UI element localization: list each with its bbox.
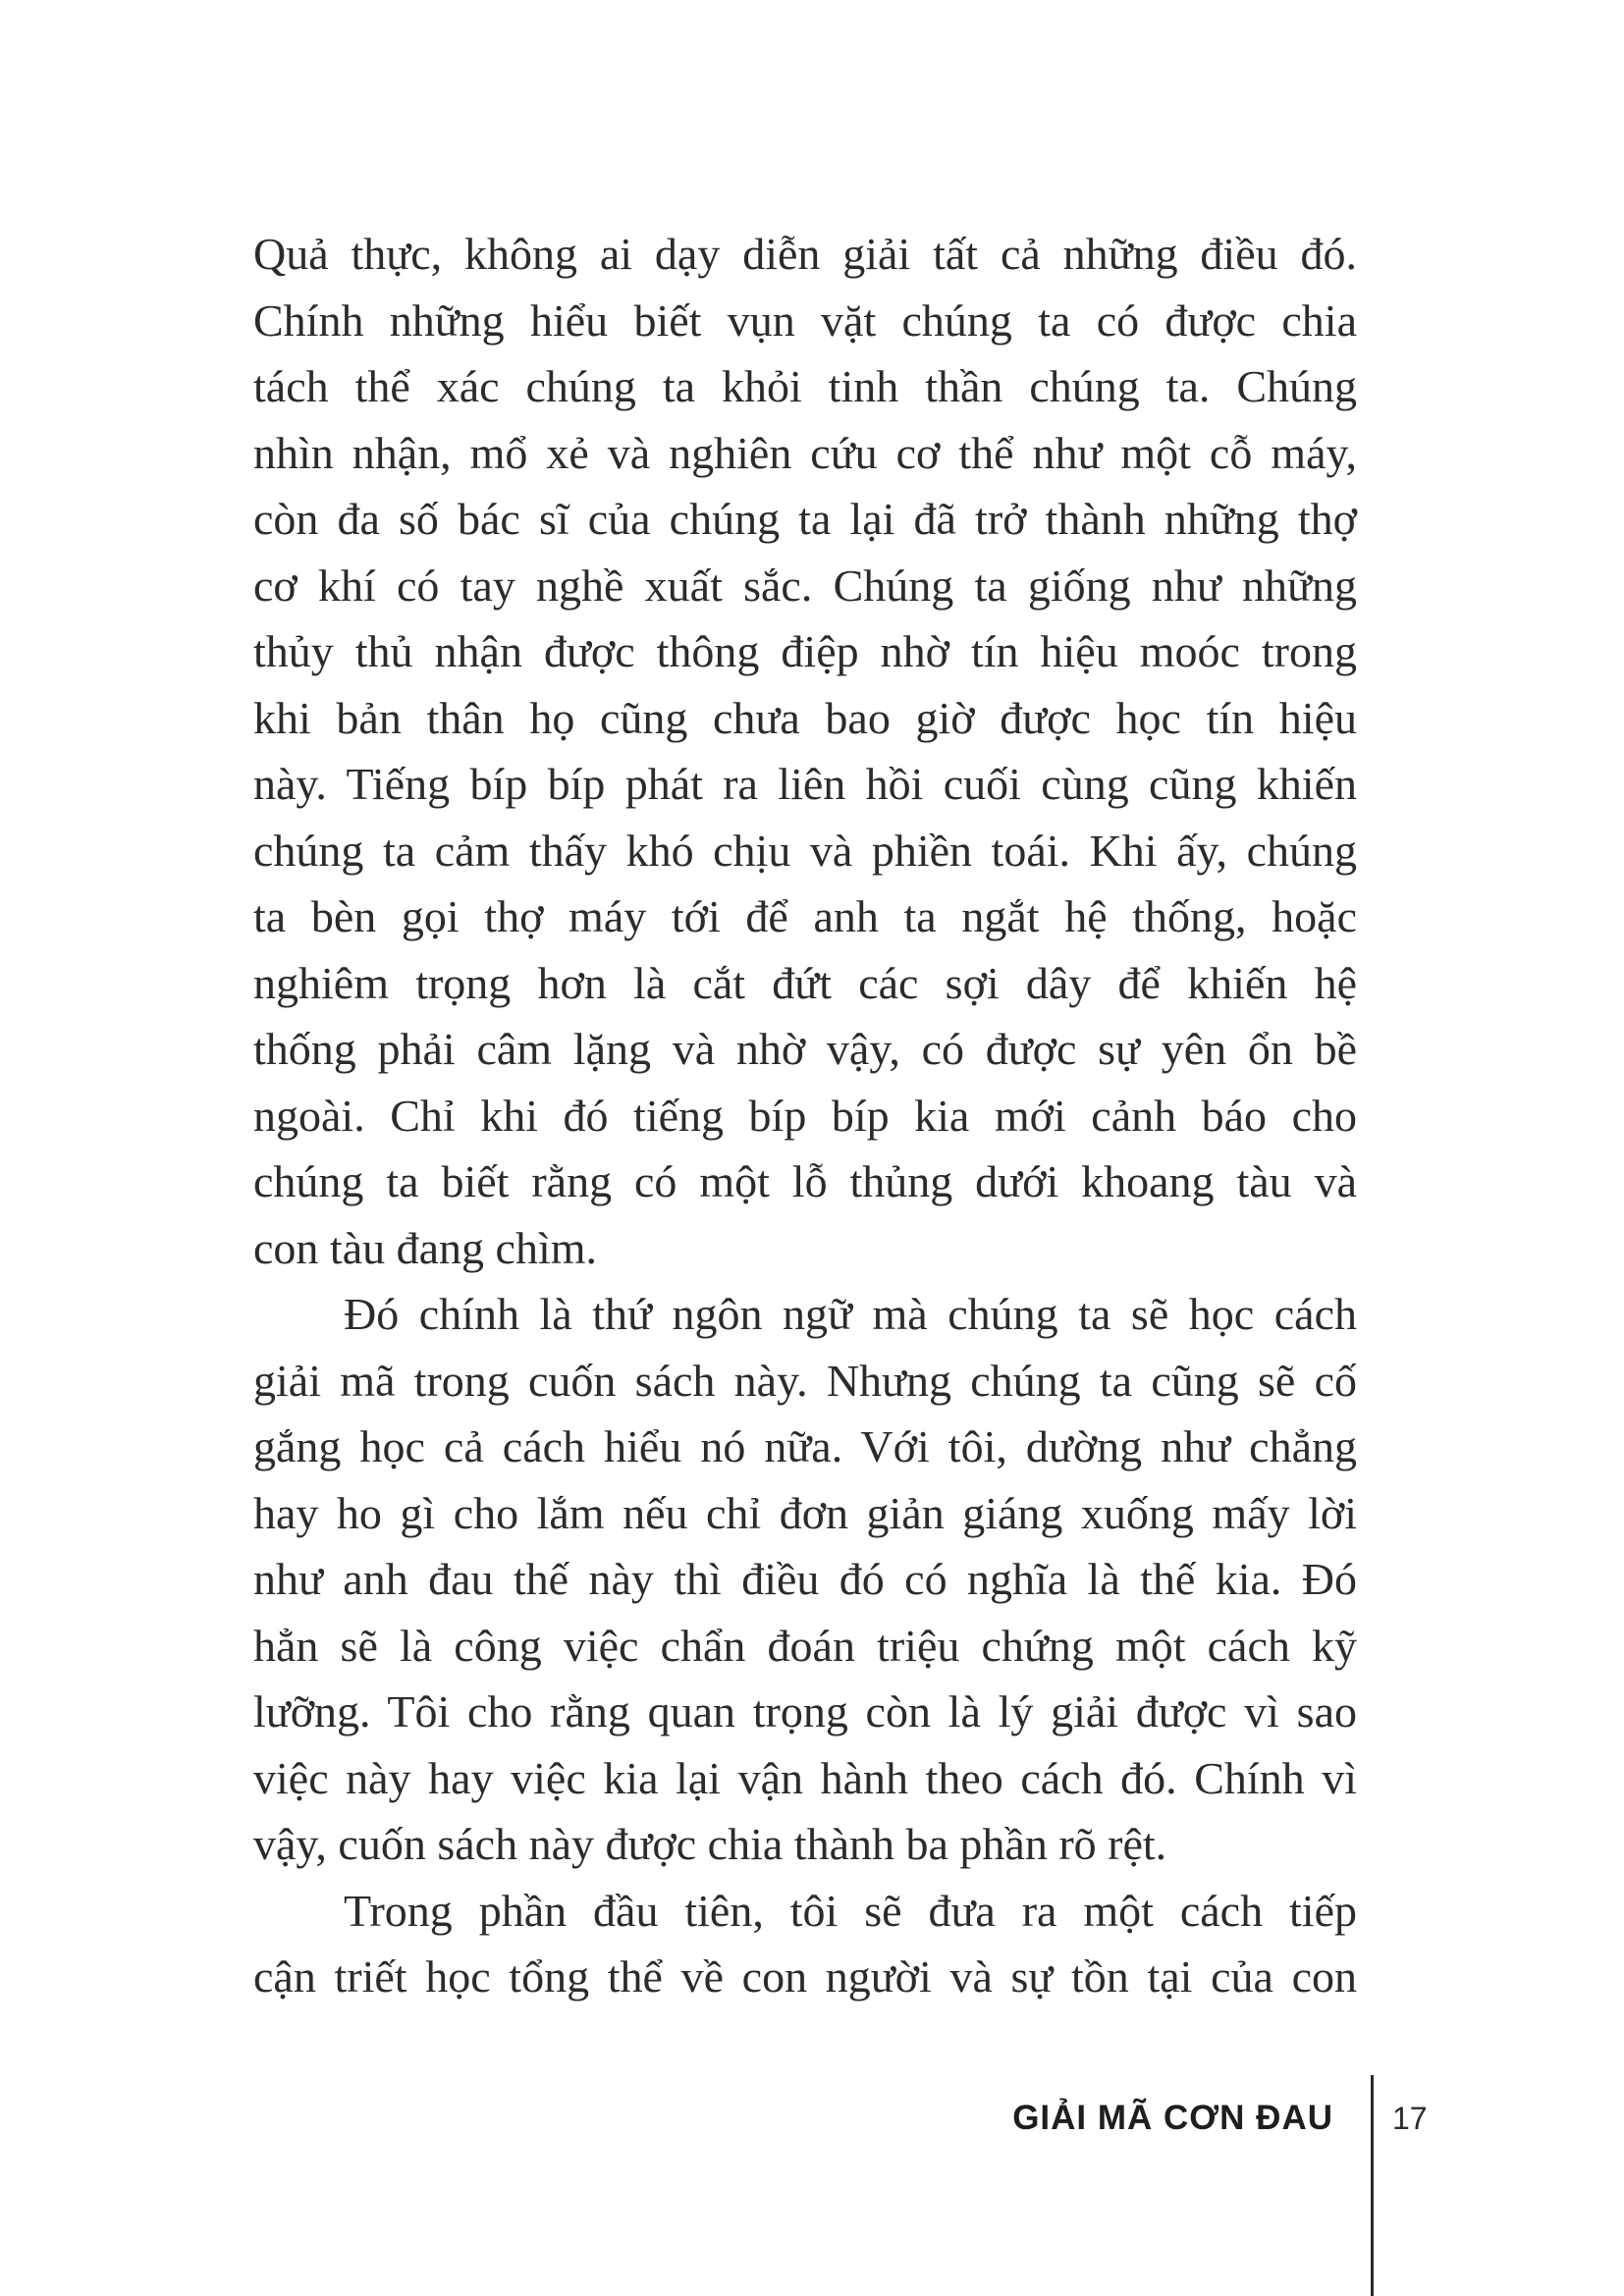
- paragraph-2: [253, 1281, 1357, 1878]
- text-line: Quả thực, không ai dạy diễn giải tất cả những điều đó.: [253, 229, 1357, 279]
- text-line: khi bản thân họ cũng chưa bao giờ được học tín hiệu: [253, 692, 1357, 743]
- text-line: ngoài. Chỉ khi đó tiếng bíp bíp kia mới cảnh báo cho: [253, 1090, 1357, 1141]
- footer-divider: [1371, 2075, 1374, 2296]
- page-body: [253, 221, 1357, 2010]
- page-number: 17: [1392, 2101, 1428, 2136]
- text-line: con tàu đang chìm.: [253, 1222, 598, 1273]
- text-line: còn đa số bác sĩ của chúng ta lại đã trở thành những thợ: [253, 494, 1357, 544]
- text-line: Đó chính là thứ ngôn ngữ mà chúng ta sẽ học cách: [344, 1289, 1357, 1339]
- text-line: cận triết học tổng thể về con người và sự tồn tại của con: [253, 1951, 1357, 2002]
- running-footer-title: GIẢI MÃ CƠN ĐAU: [1012, 2099, 1333, 2137]
- text-line: thủy thủ nhận được thông điệp nhờ tín hiệu moóc trong: [253, 626, 1357, 676]
- text-line: lưỡng. Tôi cho rằng quan trọng còn là lý giải được vì sao: [253, 1686, 1357, 1736]
- text-line: chúng ta biết rằng có một lỗ thủng dưới khoang tàu và: [253, 1156, 1357, 1206]
- text-line: nhìn nhận, mổ xẻ và nghiên cứu cơ thể như một cỗ máy,: [253, 427, 1357, 478]
- text-line: Trong phần đầu tiên, tôi sẽ đưa ra một cách tiếp: [344, 1885, 1357, 1936]
- text-line: việc này hay việc kia lại vận hành theo cách đó. Chính vì: [253, 1752, 1357, 1803]
- text-line: vậy, cuốn sách này được chia thành ba phần rõ rệt.: [253, 1819, 1167, 1869]
- text-line: này. Tiếng bíp bíp phát ra liên hồi cuối cùng cũng khiến: [253, 759, 1357, 809]
- text-line: cơ khí có tay nghề xuất sắc. Chúng ta giống như những: [253, 560, 1357, 611]
- text-line: tách thể xác chúng ta khỏi tinh thần chúng ta. Chúng: [253, 361, 1357, 411]
- text-line: như anh đau thế này thì điều đó có nghĩa là thế kia. Đó: [253, 1554, 1357, 1604]
- text-line: Chính những hiểu biết vụn vặt chúng ta có được chia: [253, 294, 1357, 346]
- text-line: chúng ta cảm thấy khó chịu và phiền toái. Khi ấy, chúng: [253, 825, 1357, 876]
- text-line: giải mã trong cuốn sách này. Nhưng chúng ta cũng sẽ cố: [253, 1355, 1357, 1406]
- text-line: hay ho gì cho lắm nếu chỉ đơn giản giáng xuống mấy lời: [253, 1487, 1357, 1538]
- text-line: nghiêm trọng hơn là cắt đứt các sợi dây để khiến hệ: [253, 957, 1357, 1008]
- text-line: ta bèn gọi thợ máy tới để anh ta ngắt hệ thống, hoặc: [253, 891, 1357, 941]
- text-line: thống phải câm lặng và nhờ vậy, có được sự yên ổn bề: [253, 1024, 1357, 1074]
- paragraph-1: [253, 221, 1357, 1281]
- text-line: gắng học cả cách hiểu nó nữa. Với tôi, dường như chẳng: [253, 1421, 1357, 1471]
- paragraph-3: [253, 1878, 1357, 2010]
- text-line: hẳn sẽ là công việc chẩn đoán triệu chứng một cách kỹ: [253, 1620, 1357, 1671]
